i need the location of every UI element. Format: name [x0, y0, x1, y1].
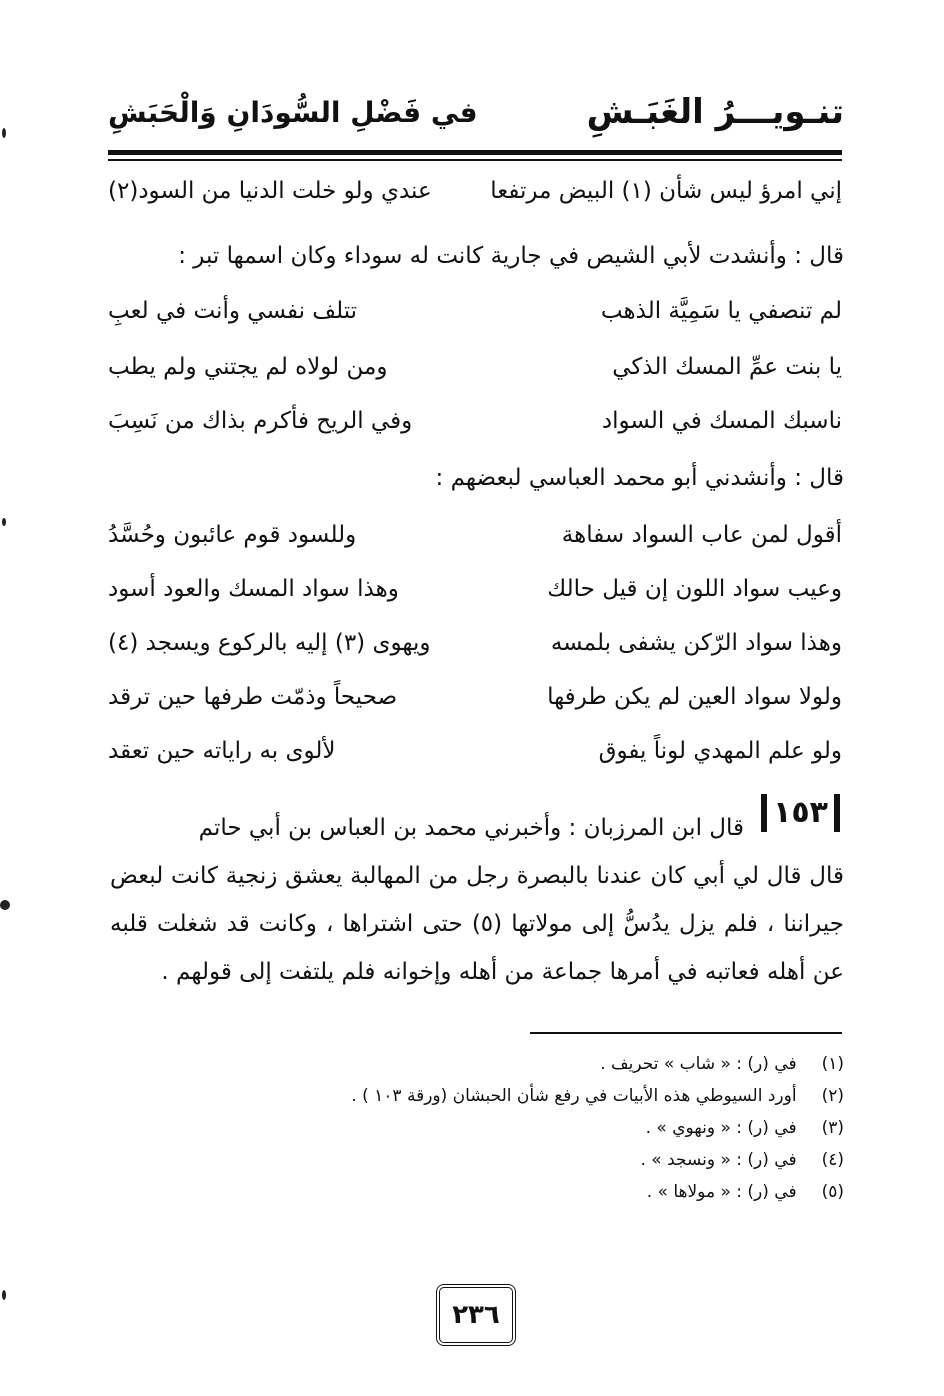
- hemistich-second: وفي الريح فأكرم بذاك من نَسِبَ: [108, 408, 413, 434]
- footnote-text: أورد السيوطي هذه الأبيات في رفع شأن الحبشان (ورقة ١٠٣ ) .: [351, 1086, 797, 1106]
- hemistich-first: ولو علم المهدي لوناً يفوق: [598, 738, 842, 764]
- verse-line: [108, 286, 842, 336]
- footnote-separator: [530, 1032, 842, 1034]
- intro-text: قال : وأنشدت لأبي الشيص في جارية كانت له سوداء وكان اسمها تبر :: [178, 243, 844, 269]
- verse-line: [108, 342, 842, 392]
- hemistich-second: تتلف نفسي وأنت في لعبِ: [108, 298, 358, 324]
- footnote-number: (٢): [821, 1086, 844, 1106]
- hemistich-first: إني امرؤ ليس شأن (١) البيض مرتفعا: [490, 178, 842, 204]
- verse-line: [108, 564, 842, 614]
- footnote-text: في (ر) : « مولاها » .: [646, 1182, 797, 1202]
- verse-line: [108, 618, 842, 668]
- hemistich-first: وهذا سواد الرّكن يشفى بلمسه: [550, 630, 842, 656]
- entry-number-badge: ١٥٣: [761, 794, 840, 832]
- header-rule-thin: [108, 159, 842, 161]
- hemistich-second: ويهوى (٣) إليه بالركوع ويسجد (٤): [108, 630, 431, 656]
- paragraph-line: قال قال لي أبي كان عندنا بالبصرة رجل من المهالبة يعشق زنجية كانت لبعض: [110, 863, 844, 889]
- footnote-number: (٥): [821, 1182, 844, 1202]
- hemistich-second: لألوى به راياته حين تعقد: [108, 738, 336, 764]
- footnote: [600, 1050, 844, 1078]
- paragraph-line: عن أهله فعاتبه في أمرها جماعة من أهله وإخوانه فلم يلتفت إلى قولهم .: [161, 959, 844, 985]
- header-rule-thick: [108, 150, 842, 155]
- footnote-number: (٤): [821, 1150, 844, 1170]
- hemistich-first: أقول لمن عاب السواد سفاهة: [561, 522, 842, 548]
- verse-line: [108, 672, 842, 722]
- intro-text: قال : وأنشدني أبو محمد العباسي لبعضهم :: [435, 465, 844, 491]
- verse-line: [108, 726, 842, 776]
- paragraph-line: جيراننا ، فلم يزل يدُسُّ إلى مولاتها (٥) حتى اشتراها ، وكانت قد شغلت قلبه: [110, 911, 844, 937]
- hemistich-first: ولولا سواد العين لم يكن طرفها: [547, 684, 842, 710]
- footnote-text: في (ر) : « شاب » تحريف .: [600, 1054, 797, 1074]
- hemistich-first: لم تنصفي يا سَمِيَّة الذهب: [600, 298, 842, 324]
- hemistich-first: ناسبك المسك في السواد: [601, 408, 842, 434]
- footnote: [647, 1178, 844, 1206]
- footnote: [640, 1146, 844, 1174]
- hemistich-second: عندي ولو خلت الدنيا من السود(٢): [108, 178, 432, 204]
- hemistich-second: صحيحاً وذمّت طرفها حين ترقد: [108, 684, 398, 710]
- hemistich-first: وعيب سواد اللون إن قيل حالك: [547, 576, 842, 602]
- verse-line: [108, 396, 842, 446]
- hemistich-second: وللسود قوم عائبون وحُسَّدُ: [108, 522, 357, 548]
- running-title-right: تنـويـــرُ الغَبَـشِ: [586, 92, 844, 132]
- verse-line: [108, 510, 842, 560]
- hemistich-second: وهذا سواد المسك والعود أسود: [108, 576, 399, 602]
- page-number: ٢٣٦: [436, 1284, 516, 1346]
- footnote-text: في (ر) : « ونسجد » .: [640, 1150, 797, 1170]
- footnote: [351, 1082, 844, 1110]
- verse-line: [108, 166, 842, 216]
- footnote-number: (٣): [821, 1118, 844, 1138]
- hemistich-second: ومن لولاه لم يجتني ولم يطب: [108, 354, 388, 380]
- footnote-text: في (ر) : « ونهوي » .: [645, 1118, 797, 1138]
- paragraph-line: قال ابن المرزبان : وأخبرني محمد بن العباس بن أبي حاتم: [198, 815, 744, 841]
- footnote: [646, 1114, 844, 1142]
- hemistich-first: يا بنت عمِّ المسك الذكي: [612, 354, 842, 380]
- footnote-number: (١): [821, 1054, 844, 1074]
- running-title-left: في فَضْلِ السُّودَانِ وَالْحَبَشِ: [108, 96, 478, 129]
